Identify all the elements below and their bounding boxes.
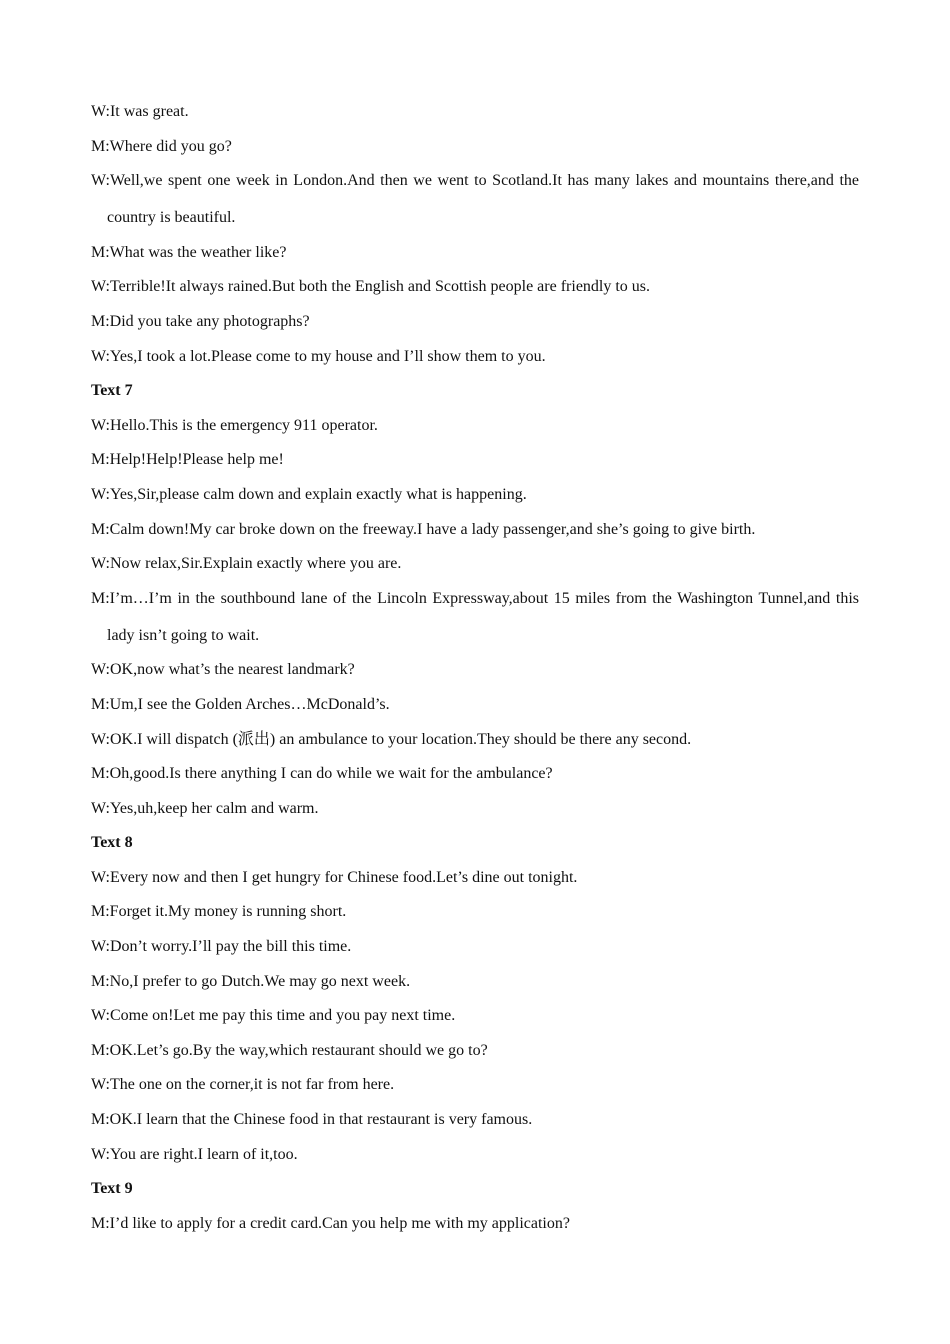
section-heading: Text 9	[91, 1180, 133, 1198]
dialogue-line: M:I’m…I’m in the southbound lane of the Lincoln Expressway,about 15 miles from the Washington Tunnel,and this lady isn’t going to wait.	[91, 589, 859, 644]
dialogue-line: M:Where did you go?	[91, 137, 232, 155]
dialogue-line: M:Forget it.My money is running short.	[91, 903, 347, 921]
dialogue-line: W:OK,now what’s the nearest landmark?	[91, 661, 355, 679]
dialogue-line: W:You are right.I learn of it,too.	[91, 1145, 298, 1163]
dialogue-line: M:Calm down!My car broke down on the freeway.I have a lady passenger,and she’s going to give birth.	[91, 520, 756, 538]
dialogue-line: W:It was great.	[91, 103, 189, 120]
dialogue-line: W:Don’t worry.I’ll pay the bill this time.	[91, 938, 352, 956]
document-page	[91, 100, 859, 1246]
dialogue-line: M:OK.I learn that the Chinese food in that restaurant is very famous.	[91, 1111, 533, 1129]
dialogue-line: W:Come on!Let me pay this time and you pay next time.	[91, 1007, 456, 1025]
dialogue-line: M:OK.Let’s go.By the way,which restaurant should we go to?	[91, 1041, 488, 1059]
dialogue-line: W:Yes,Sir,please calm down and explain exactly what is happening.	[91, 485, 527, 503]
dialogue-line: W:Hello.This is the emergency 911 operator.	[91, 416, 378, 434]
dialogue-line: W:The one on the corner,it is not far from here.	[91, 1076, 395, 1094]
dialogue-line: M:I’d like to apply for a credit card.Can you help me with my application?	[91, 1214, 570, 1232]
dialogue-line: W:Yes,uh,keep her calm and warm.	[91, 799, 319, 817]
dialogue-line: W:Yes,I took a lot.Please come to my house and I’ll show them to you.	[91, 347, 546, 365]
dialogue-line: W:Terrible!It always rained.But both the English and Scottish people are friendly to us.	[91, 278, 651, 296]
dialogue-line: M:Help!Help!Please help me!	[91, 451, 284, 469]
dialogue-line: M:Did you take any photographs?	[91, 312, 310, 330]
dialogue-line: W:Well,we spent one week in London.And then we went to Scotland.It has many lakes and mountains there,and the country is beautiful.	[91, 172, 859, 227]
dialogue-line: W:OK.I will dispatch (派出) an ambulance to your location.They should be there any second.	[91, 730, 692, 748]
dialogue-line: W:Now relax,Sir.Explain exactly where you are.	[91, 555, 402, 573]
dialogue-line: M:Um,I see the Golden Arches…McDonald’s.	[91, 695, 390, 713]
dialogue-line: W:Every now and then I get hungry for Chinese food.Let’s dine out tonight.	[91, 868, 578, 886]
dialogue-line: M:No,I prefer to go Dutch.We may go next week.	[91, 972, 411, 990]
section-heading: Text 8	[91, 834, 133, 852]
section-heading: Text 7	[91, 382, 133, 400]
dialogue-line: M:What was the weather like?	[91, 243, 287, 261]
dialogue-line: M:Oh,good.Is there anything I can do while we wait for the ambulance?	[91, 765, 553, 783]
